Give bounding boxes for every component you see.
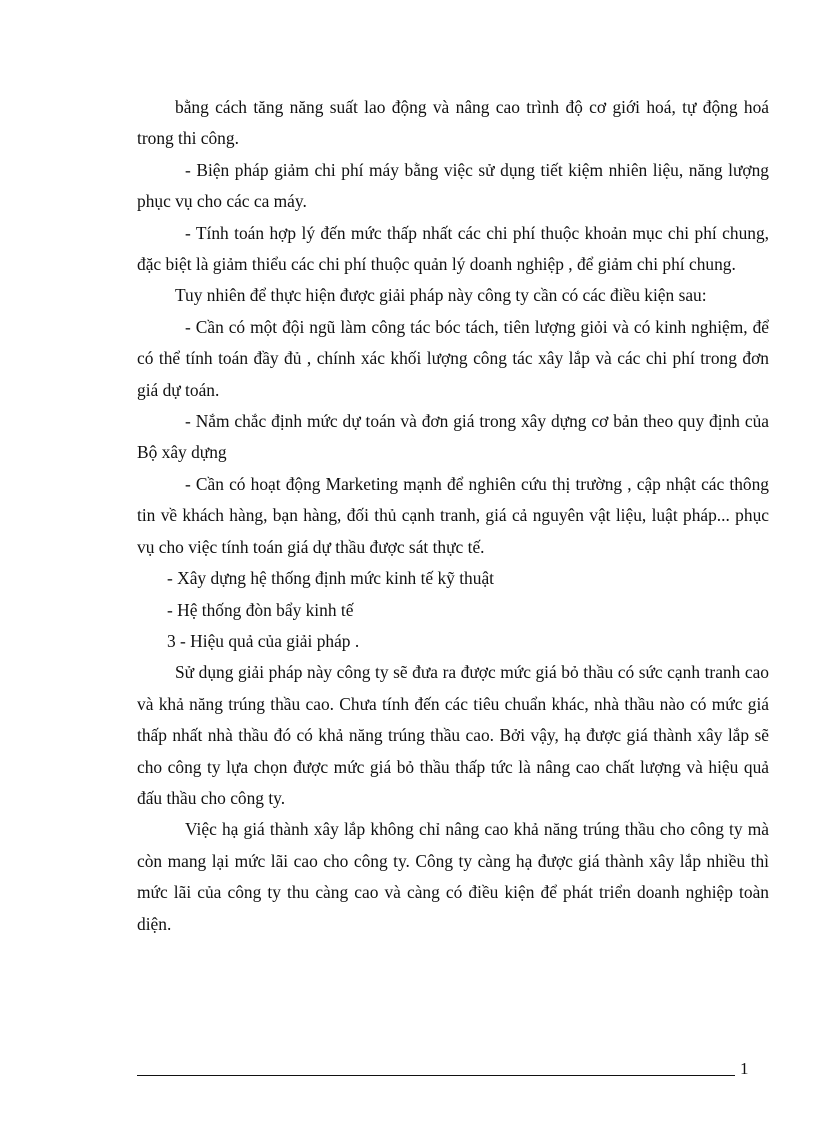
paragraph-overhead-cost: - Tính toán hợp lý đến mức thấp nhất các chi phí thuộc khoản mục chi phí chung, đặc biệt là giảm thiểu các chi phí thuộc quản lý doanh nghiệp , để giảm chi phí chung. bbox=[137, 222, 769, 275]
paragraph-conditions-intro: Tuy nhiên để thực hiện được giải pháp này công ty cần có các điều kiện sau: bbox=[175, 285, 707, 306]
section-heading-solution-effectiveness: 3 - Hiệu quả của giải pháp . bbox=[167, 630, 360, 651]
paragraph-cost-reduction-benefit: Việc hạ giá thành xây lắp không chỉ nâng cao khả năng trúng thầu cho công ty mà còn mang lại mức lãi cao cho công ty. Công ty càng hạ được giá thành xây lắp nhiều thì mức lãi của công ty thu càng cao và càng có điều kiện để phát triển doanh nghiệp toàn diện. bbox=[137, 819, 769, 934]
document-body bbox=[137, 92, 769, 940]
paragraph-estimation-team: - Cần có một đội ngũ làm công tác bóc tách, tiên lượng giỏi và có kinh nghiệm, để có thể tính toán đầy đủ , chính xác khối lượng công tác xây lắp và các chi phí trong đơn giá dự toán. bbox=[137, 316, 769, 400]
paragraph-competitive-bid: Sử dụng giải pháp này công ty sẽ đưa ra được mức giá bỏ thầu có sức cạnh tranh cao và khả năng trúng thầu cao. Chưa tính đến các tiêu chuẩn khác, nhà thầu nào có mức giá thấp nhất nhà thầu đó có khả năng trúng thầu cao. Bởi vậy, hạ được giá thành xây lắp sẽ cho công ty lựa chọn được mức giá bỏ thầu thấp tức là nâng cao chất lượng và hiệu quả đấu thầu cho công ty. bbox=[137, 662, 769, 808]
page-number: 1 bbox=[740, 1059, 749, 1078]
paragraph-norms-and-prices: - Nắm chắc định mức dự toán và đơn giá trong xây dựng cơ bản theo quy định của Bộ xây dựng bbox=[137, 411, 769, 463]
footer-rule bbox=[137, 1075, 735, 1076]
paragraph-marketing: - Cần có hoạt động Marketing mạnh để nghiên cứu thị trường , cập nhật các thông tin về khách hàng, bạn hàng, đối thủ cạnh tranh, giá cả nguyên vật liệu, luật pháp... phục vụ cho việc tính toán giá dự thầu được sát thực tế. bbox=[137, 473, 769, 557]
paragraph-technical-norms: - Xây dựng hệ thống định mức kinh tế kỹ thuật bbox=[167, 568, 494, 589]
paragraph-machine-cost: - Biện pháp giảm chi phí máy bằng việc sử dụng tiết kiệm nhiên liệu, năng lượng phục vụ cho các ca máy. bbox=[137, 159, 769, 212]
paragraph-mechanization: bằng cách tăng năng suất lao động và nâng cao trình độ cơ giới hoá, tự động hoá trong thi công. bbox=[137, 97, 769, 149]
paragraph-economic-levers: - Hệ thống đòn bẩy kinh tế bbox=[167, 599, 354, 620]
